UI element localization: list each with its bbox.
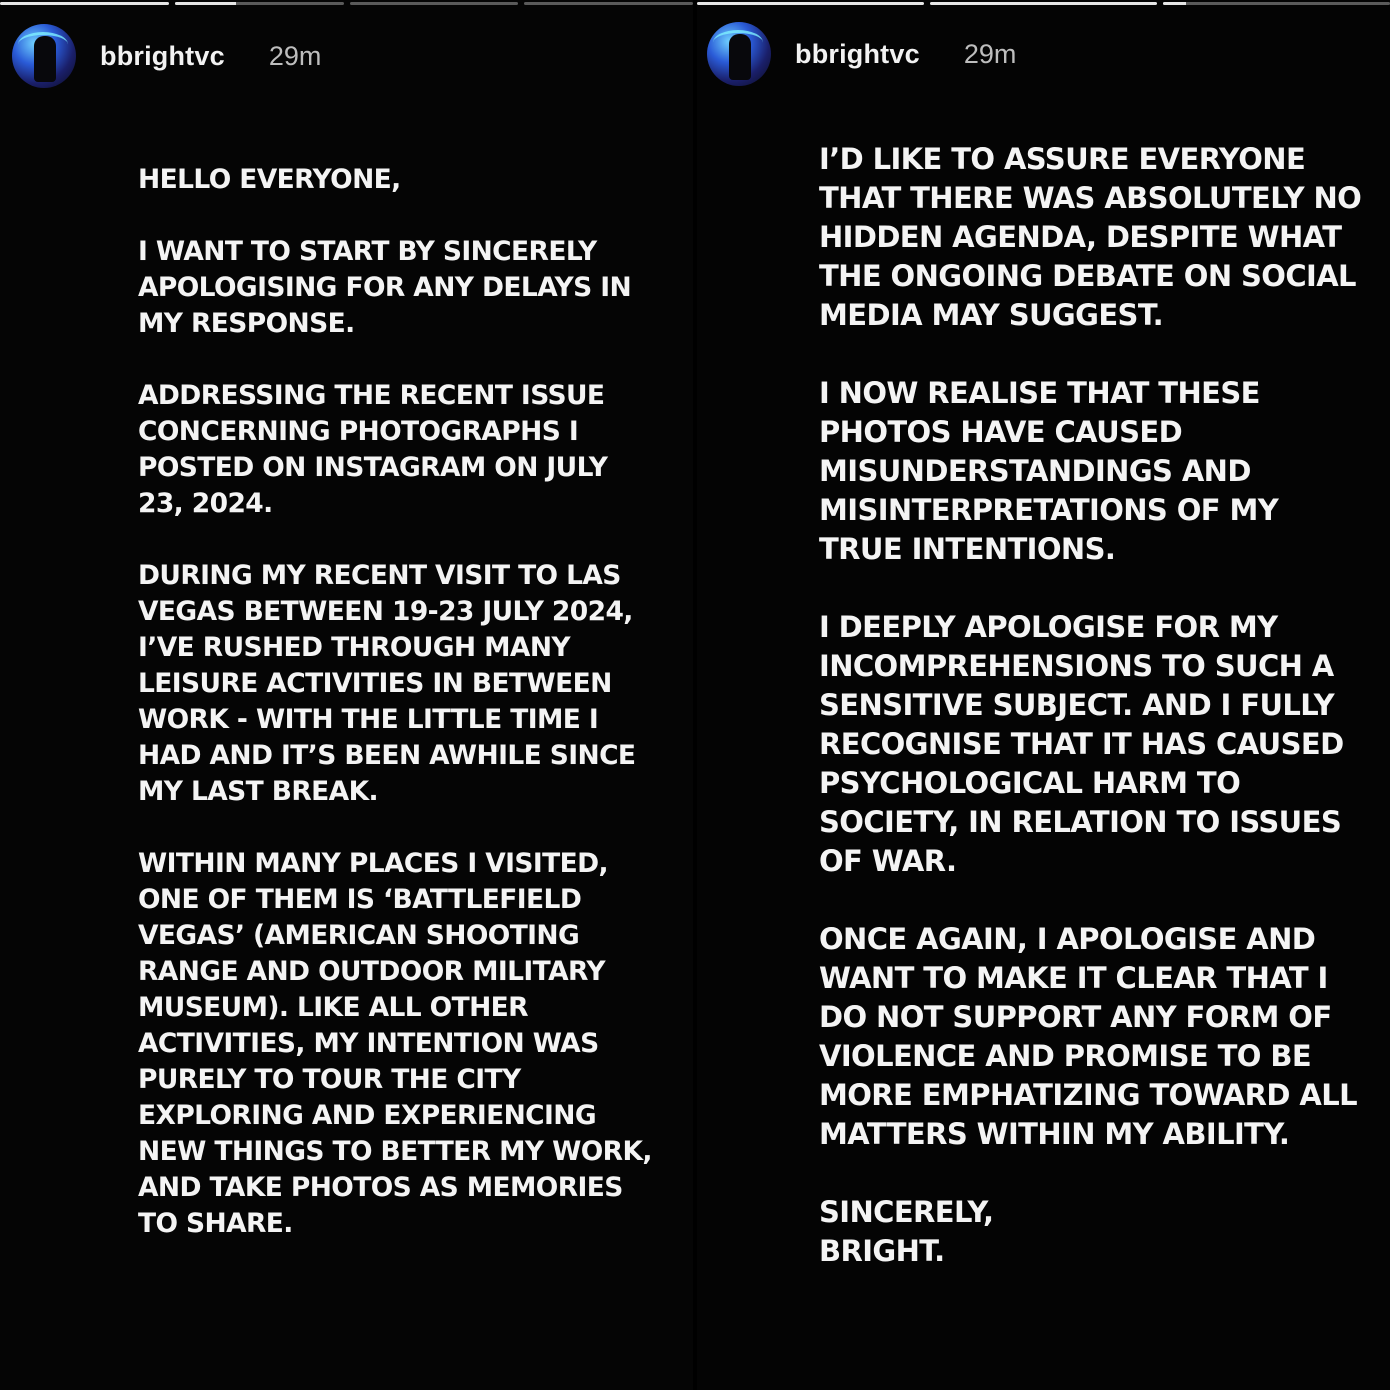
progress-segment	[1163, 2, 1390, 5]
story-text	[138, 162, 658, 1278]
progress-segment	[930, 2, 1157, 5]
username-link[interactable]: bbrightvc	[100, 40, 225, 71]
profile-avatar-icon[interactable]	[707, 22, 771, 86]
story-paragraph: I WANT TO START BY SINCERELY APOLOGISING FOR ANY DELAYS IN MY RESPONSE.	[138, 236, 632, 339]
story-paragraph: ONCE AGAIN, I APOLOGISE AND WANT TO MAKE IT CLEAR THAT I DO NOT SUPPORT ANY FORM OF VIOLENCE AND PROMISE TO BE MORE EMPHATIZING TOWARD ALL MATTERS WITHIN MY ABILITY.	[819, 922, 1357, 1151]
progress-segment	[697, 2, 924, 5]
post-time: 29m	[268, 40, 322, 71]
signoff-line: SINCERELY,	[819, 1195, 994, 1229]
story-paragraph: DURING MY RECENT VISIT TO LAS VEGAS BETWEEN 19-23 JULY 2024, I’VE RUSHED THROUGH MANY LEISURE ACTIVITIES IN BETWEEN WORK - WITH THE LITTLE TIME I HAD AND IT’S BEEN AWHILE SINCE MY LAST BREAK.	[138, 560, 636, 807]
story-paragraph: ADDRESSING THE RECENT ISSUE CONCERNING PHOTOGRAPHS I POSTED ON INSTAGRAM ON JULY 23, 2024.	[138, 380, 608, 519]
story-paragraph: I DEEPLY APOLOGISE FOR MY INCOMPREHENSIONS TO SUCH A SENSITIVE SUBJECT. AND I FULLY RECOGNISE THAT IT HAS CAUSED PSYCHOLOGICAL HARM TO SOCIETY, IN RELATION TO ISSUES OF WAR.	[819, 610, 1344, 878]
progress-segment	[175, 2, 344, 5]
post-time: 29m	[963, 38, 1017, 69]
story-progress-bar	[0, 2, 693, 5]
story-header	[12, 24, 321, 88]
story-panel-left[interactable]	[0, 0, 693, 1390]
story-progress-bar	[697, 2, 1390, 5]
progress-segment	[0, 2, 169, 5]
story-paragraph: HELLO EVERYONE,	[138, 164, 401, 195]
story-paragraph: I NOW REALISE THAT THESE PHOTOS HAVE CAUSED MISUNDERSTANDINGS AND MISINTERPRETATIONS OF MY TRUE INTENTIONS.	[819, 376, 1279, 566]
story-paragraph: I’D LIKE TO ASSURE EVERYONE THAT THERE WAS ABSOLUTELY NO HIDDEN AGENDA, DESPITE WHAT THE ONGOING DEBATE ON SOCIAL MEDIA MAY SUGGEST.	[819, 142, 1362, 332]
profile-avatar-icon[interactable]	[12, 24, 76, 88]
story-text	[819, 140, 1364, 1310]
progress-segment	[524, 2, 693, 5]
story-panel-right[interactable]	[697, 0, 1390, 1390]
progress-segment	[350, 2, 519, 5]
signature: BRIGHT.	[819, 1234, 945, 1268]
username-link[interactable]: bbrightvc	[795, 38, 920, 69]
story-header	[707, 22, 1016, 86]
story-paragraph: WITHIN MANY PLACES I VISITED, ONE OF THEM IS ‘BATTLEFIELD VEGAS’ (AMERICAN SHOOTING RANGE AND OUTDOOR MILITARY MUSEUM). LIKE ALL OTHER ACTIVITIES, MY INTENTION WAS PURELY TO TOUR THE CITY EXPLORING AND EXPERIENCING NEW THINGS TO BETTER MY WORK, AND TAKE PHOTOS AS MEMORIES TO SHARE.	[138, 848, 652, 1239]
